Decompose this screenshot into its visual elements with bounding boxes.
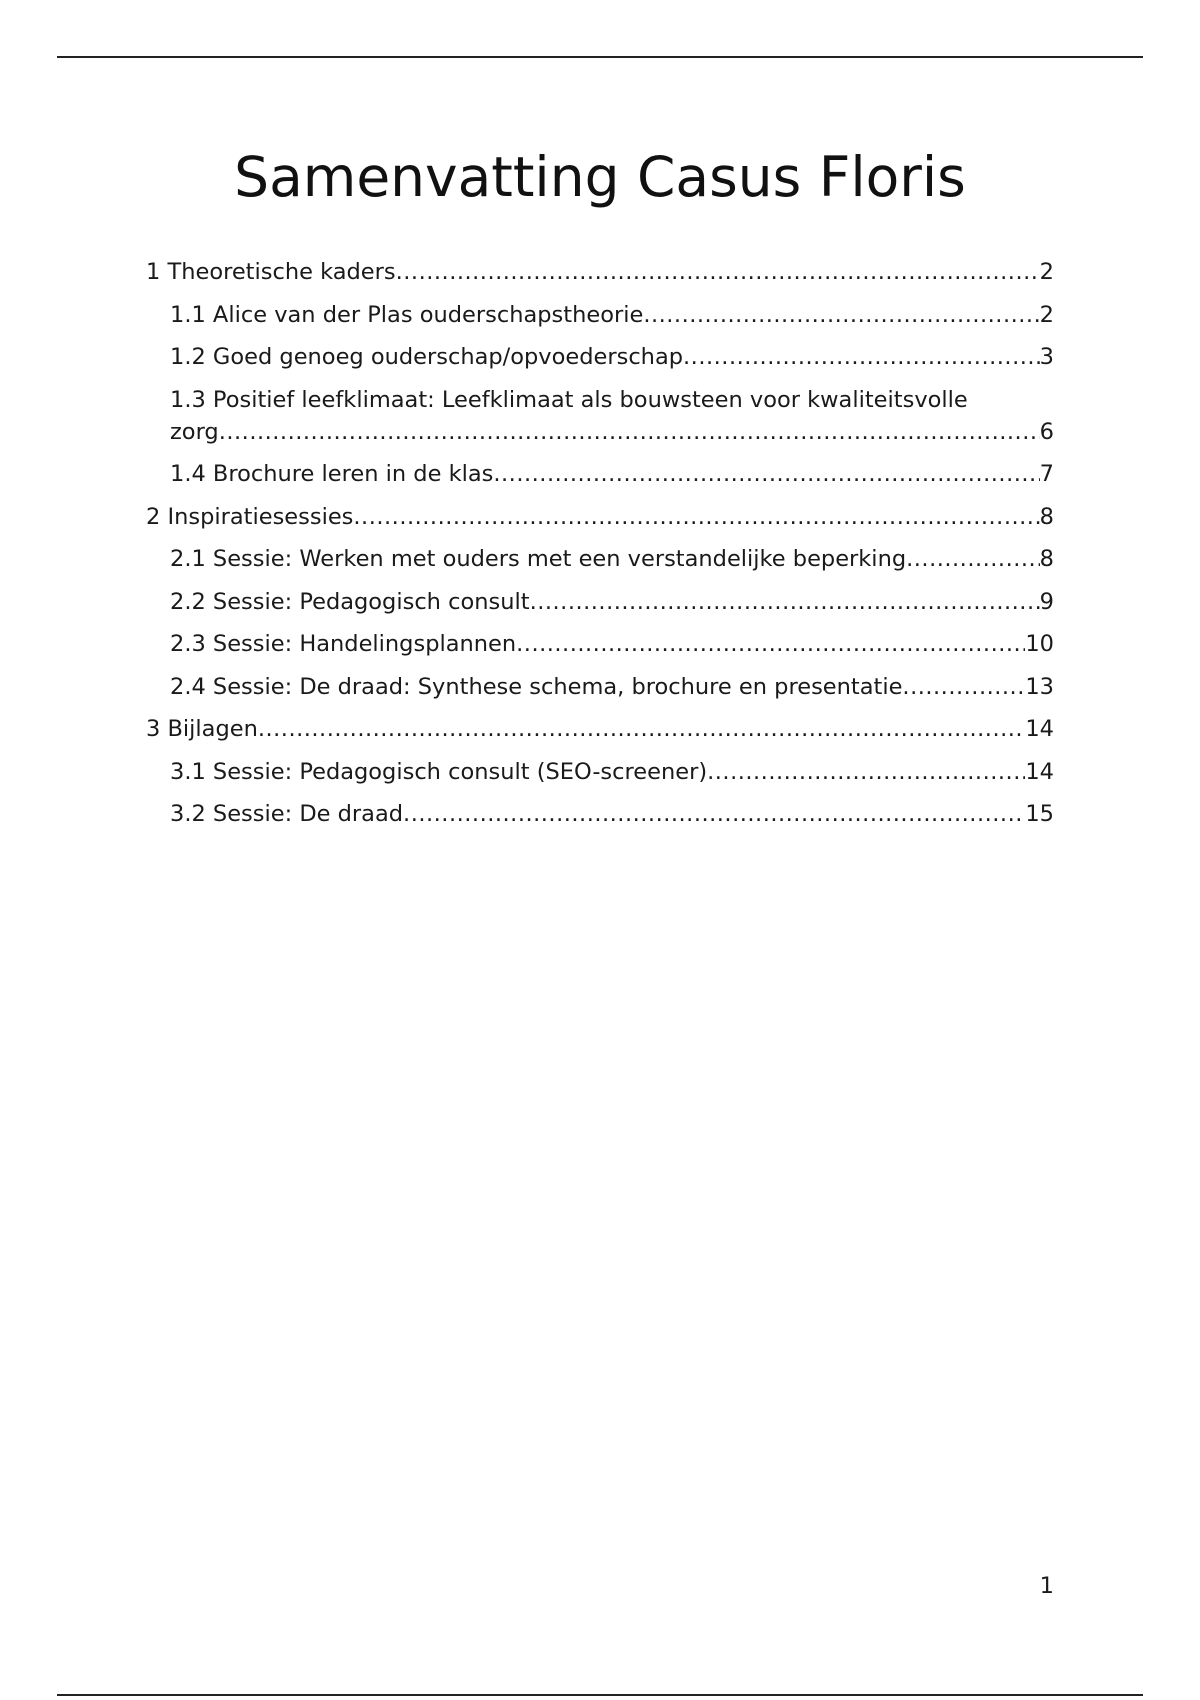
toc-entry-inspiratiesessies[interactable]	[146, 501, 1054, 533]
toc-entry-label: 2.3 Sessie: Handelingsplannen	[170, 631, 517, 657]
toc-leader-dots	[493, 458, 1039, 490]
toc-entry-label: 3.1 Sessie: Pedagogisch consult (SEO-screener)	[170, 758, 708, 785]
toc-entry-positief-leefklimaat[interactable]	[146, 384, 1054, 448]
toc-entry-page: 9	[1039, 588, 1054, 615]
toc-entry-goed-genoeg-ouderschap[interactable]	[146, 341, 1054, 373]
toc-leader-dots	[516, 628, 1025, 660]
toc-entry-label: 2.4 Sessie: De draad: Synthese schema, brochure en presentatie	[170, 673, 903, 700]
toc-entry-alice-van-der-plas[interactable]	[146, 299, 1054, 331]
toc-entry-bijlagen[interactable]	[146, 713, 1054, 745]
toc-leader-dots	[643, 299, 1039, 331]
toc-entry-page: 14	[1025, 758, 1054, 785]
toc-entry-label: 1.4 Brochure leren in de klas	[170, 461, 494, 487]
toc-entry-label: 1 Theoretische kaders	[146, 259, 396, 285]
toc-entry-handelingsplannen[interactable]	[146, 628, 1054, 660]
toc-entry-page: 15	[1025, 801, 1054, 827]
toc-entry-werken-met-ouders[interactable]	[146, 543, 1054, 575]
toc-leader-dots	[902, 671, 1025, 703]
toc-entry-label: 2.2 Sessie: Pedagogisch consult	[170, 588, 530, 615]
toc-entry-page: 8	[1039, 503, 1054, 530]
toc-entry-page: 7	[1039, 461, 1054, 487]
toc-entry-page: 13	[1025, 673, 1054, 700]
toc-leader-dots	[396, 256, 1040, 288]
toc-entry-label: 3.2 Sessie: De draad	[170, 801, 404, 827]
toc-entry-label: 2 Inspiratiesessies	[146, 503, 354, 530]
toc-entry-label: 1.1 Alice van der Plas ouderschapstheorie	[170, 301, 644, 328]
toc-entry-page: 2	[1039, 259, 1054, 285]
toc-entry-label: 2.1 Sessie: Werken met ouders met een verstandelijke beperking	[170, 546, 907, 572]
toc-entry-page: 10	[1025, 631, 1054, 657]
document-title: Samenvatting Casus Floris	[234, 145, 966, 209]
toc-entry-pedagogisch-consult[interactable]	[146, 586, 1054, 618]
page-number: 1	[1039, 1573, 1054, 1599]
toc-entry-de-draad-synthese[interactable]	[146, 671, 1054, 703]
toc-entry-page: 2	[1039, 301, 1054, 328]
toc-leader-dots	[906, 543, 1040, 575]
toc-entry-page: 6	[1039, 418, 1054, 445]
toc-entry-pedagogisch-consult-seo[interactable]	[146, 756, 1054, 788]
toc-entry-page: 3	[1039, 344, 1054, 370]
toc-entry-label: 1.3 Positief leefklimaat: Leefklimaat als bouwsteen voor kwaliteitsvolle	[170, 386, 968, 413]
toc-leader-dots	[403, 798, 1025, 830]
toc-entry-label-continued: zorg	[170, 418, 219, 445]
header-rule	[57, 56, 1143, 58]
toc-leader-dots	[683, 341, 1040, 373]
footer-rule	[57, 1694, 1143, 1696]
toc-leader-dots	[530, 586, 1040, 618]
toc-leader-dots	[353, 501, 1039, 533]
table-of-contents	[146, 256, 1054, 841]
toc-entry-page: 14	[1025, 716, 1054, 742]
toc-leader-dots	[258, 713, 1026, 745]
toc-entry-theoretische-kaders[interactable]	[146, 256, 1054, 288]
toc-entry-page: 8	[1039, 546, 1054, 572]
toc-entry-de-draad[interactable]	[146, 798, 1054, 830]
toc-entry-label: 1.2 Goed genoeg ouderschap/opvoederschap	[170, 344, 684, 370]
toc-entry-label: 3 Bijlagen	[146, 716, 258, 742]
toc-leader-dots	[219, 416, 1040, 448]
toc-leader-dots	[707, 756, 1025, 788]
toc-entry-brochure-leren[interactable]	[146, 458, 1054, 490]
